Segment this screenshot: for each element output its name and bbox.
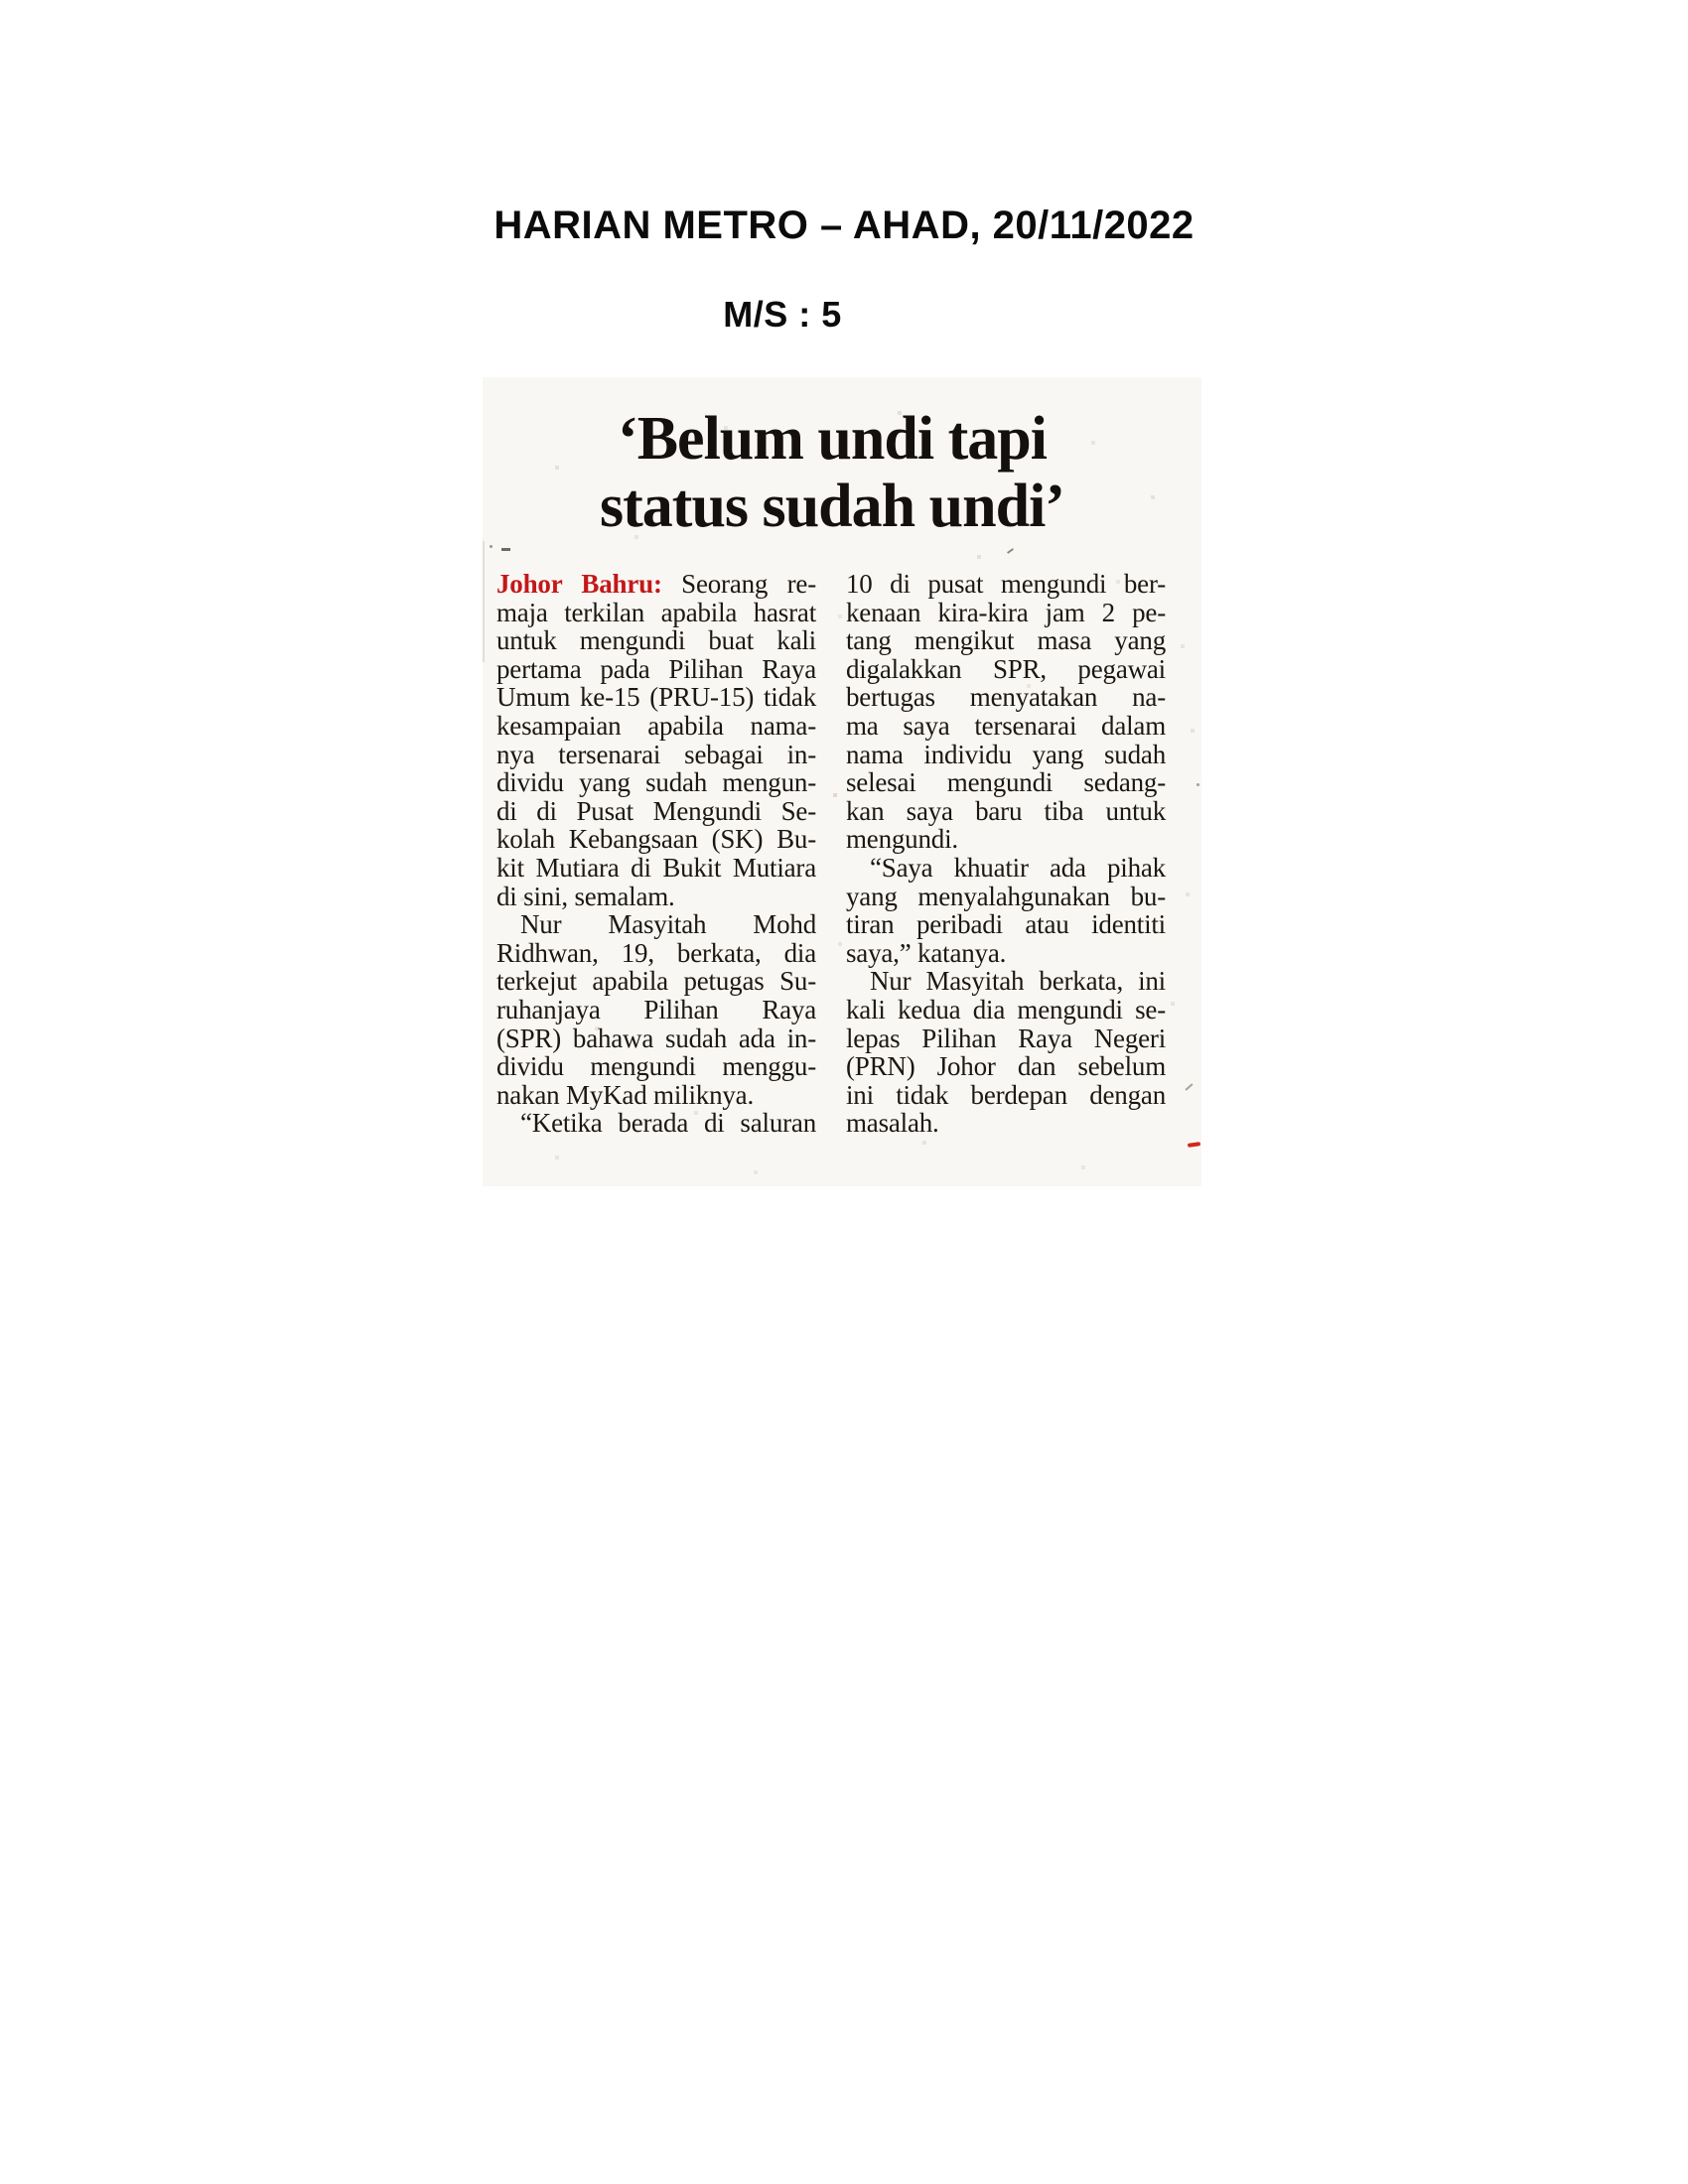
article-line: untuk mengundi buat kali (496, 625, 816, 656)
headline-line: ‘Belum undi tapi (618, 405, 1047, 473)
article-line: nya tersenarai sebagai in- (496, 739, 816, 769)
clipping-edge-shadow (483, 541, 485, 662)
clipping-source-header: HARIAN METRO – AHAD, 20/11/2022 (493, 204, 1195, 247)
scan-noise-speckle (0, 0, 2, 2)
article-body (496, 570, 1166, 1138)
article-line: kenaan kira-kira jam 2 pe- (846, 597, 1166, 627)
article-line: (PRN) Johor dan sebelum (846, 1051, 1166, 1082)
article-line: kit Mutiara di Bukit Mutiara (496, 852, 816, 883)
article-line: dividu mengundi menggu- (496, 1051, 816, 1082)
article-line: ini tidak berdepan dengan (846, 1079, 1166, 1110)
article-line: di di Pusat Mengundi Se- (496, 795, 816, 826)
article-headline (496, 405, 1168, 540)
article-line: digalakkan SPR, pegawai (846, 653, 1166, 684)
article-line: selesai mengundi sedang- (846, 767, 1166, 798)
article-line: kolah Kebangsaan (SK) Bu- (496, 824, 816, 855)
article-line: ruhanjaya Pilihan Raya (496, 994, 816, 1024)
article-line: mengundi. (846, 824, 958, 855)
article-line: Nur Masyitah Mohd (520, 909, 816, 940)
article-column-1 (496, 570, 816, 1138)
article-line: “Saya khuatir ada pihak (870, 852, 1166, 883)
article-line: Ridhwan, 19, berkata, dia (496, 937, 816, 968)
article-line: di sini, semalam. (496, 881, 675, 911)
article-line: kali kedua dia mengundi se- (846, 994, 1166, 1024)
article-line: kesampaian apabila nama- (496, 710, 816, 741)
article-line: nakan MyKad miliknya. (496, 1079, 754, 1110)
article-line: nama individu yang sudah (846, 739, 1166, 769)
article-line: kan saya baru tiba untuk (846, 795, 1166, 826)
article-line: (SPR) bahawa sudah ada in- (496, 1023, 816, 1053)
page-number-reference: M/S : 5 (723, 294, 842, 335)
article-line: bertugas menyatakan na- (846, 682, 1166, 713)
article-line: maja terkilan apabila hasrat (496, 597, 816, 627)
article-line: “Ketika berada di saluran (520, 1108, 816, 1139)
article-line: masalah. (846, 1108, 939, 1139)
article-line: saya,” katanya. (846, 937, 1007, 968)
article-line: tiran peribadi atau identiti (846, 909, 1166, 940)
article-line: tang mengikut masa yang (846, 625, 1166, 656)
article-line: dividu yang sudah mengun- (496, 767, 816, 798)
scan-speck-dot (490, 545, 492, 548)
headline-line: status sudah undi’ (600, 473, 1064, 540)
article-line: terkejut apabila petugas Su- (496, 966, 816, 997)
dateline-label: Johor Bahru: (496, 569, 662, 599)
article-line: lepas Pilihan Raya Negeri (846, 1023, 1166, 1053)
scan-dash-mark (501, 548, 510, 551)
article-line: yang menyalahgunakan bu- (846, 881, 1166, 911)
article-line: Umum ke-15 (PRU-15) tidak (496, 682, 816, 713)
article-line: pertama pada Pilihan Raya (496, 653, 816, 684)
article-line: ma saya tersenarai dalam (846, 710, 1166, 741)
article-column-2 (846, 570, 1166, 1138)
article-line: 10 di pusat mengundi ber- (846, 569, 1166, 599)
scan-speck-dot (1196, 783, 1199, 786)
article-line: Johor Bahru: Seorang re- (496, 569, 816, 599)
article-line: Nur Masyitah berkata, ini (870, 966, 1166, 997)
